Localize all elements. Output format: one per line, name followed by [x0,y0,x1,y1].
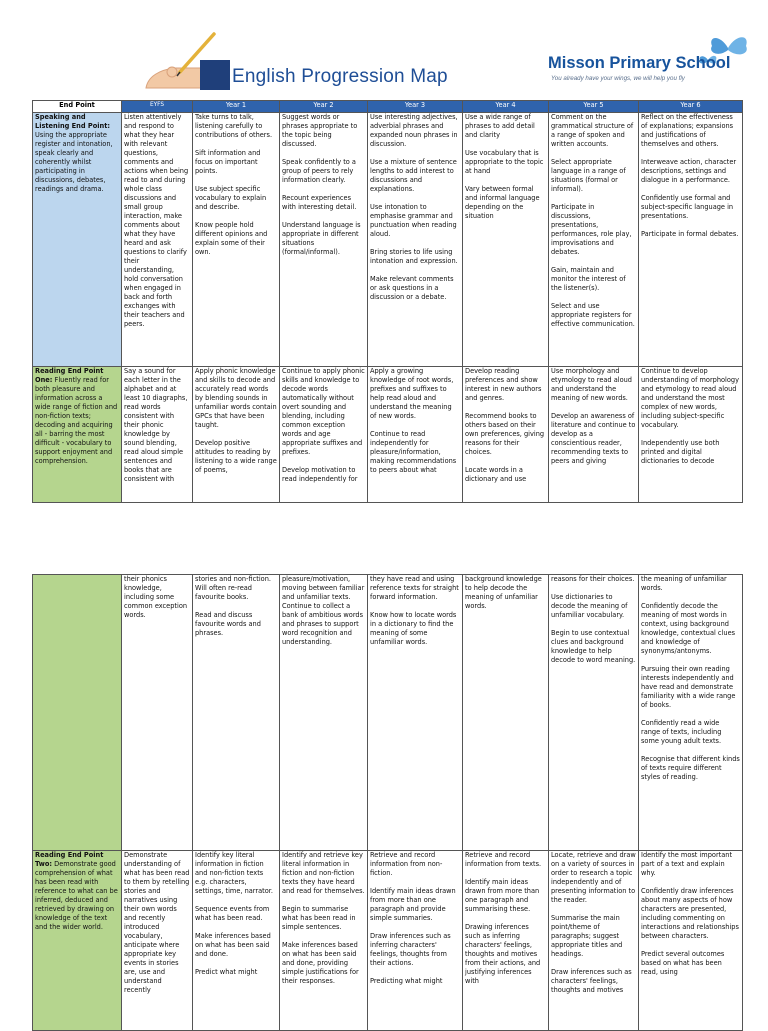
cell-text: Use intonation to emphasise grammar and punctuation when reading aloud. [370,203,457,238]
end-point-description: Using the appropriate register and intonation, speak clearly and coherently whilst participating in discussions, debates, readings and drama. [35,131,113,193]
hand-writing-icon [140,30,232,90]
cell-text: Identify key literal information in fiction and non-fiction texts e.g. characters, settings, time, narrator. [195,851,273,895]
cell-text: Predict what might [195,968,258,976]
cell-text: Speak confidently to a group of peers to rely information clearly. [282,158,356,184]
cell-year-2 [280,113,368,367]
cell-text: Summarise the main point/theme of paragraphs; suggest appropriate titles and headings. [551,914,623,958]
cell-text: Predicting what might [370,977,443,985]
cell-text: Participate in discussions, presentations, performances, role play, improvisations and debates. [551,203,632,256]
column-header-year-2: Year 2 [280,101,368,113]
cell-text: Identify main ideas drawn from more than one paragraph and summarising these. [465,878,540,913]
column-header-year-3: Year 3 [368,101,463,113]
cell-text: Know how to locate words in a dictionary to find the meaning of some unfamiliar words. [370,611,457,646]
cell-text: Suggest words or phrases appropriate to the topic being discussed. [282,113,358,148]
cell-text: Recommend books to others based on their own preferences, giving reasons for their choices. [465,412,545,456]
cell-text: Identify the most important part of a text and explain why. [641,851,733,877]
cell-text: Interweave action, character descriptions, settings and dialogue in a performance. [641,158,737,184]
cell-text: Select and use appropriate registers for effective communication. [551,302,635,328]
cell-text: Use dictionaries to decode the meaning of unfamiliar vocabulary. [551,593,628,619]
cell-year-3 [368,367,463,503]
cell-text: Develop reading preferences and show interest in new authors and genres. [465,367,542,402]
cell-text: Bring stories to life using intonation and expression. [370,248,458,265]
cell-text: Continue to read independently for pleasure/information, making recommendations to peers about what [370,430,457,474]
cell-text: Make inferences based on what has been said and done, providing simple justifications for their responses. [282,941,359,985]
column-header-year-5: Year 5 [549,101,639,113]
school-logo [548,30,758,90]
cell-year-1 [193,367,280,503]
cell-text: Confidently draw inferences about many aspects of how characters are presented, including commenting on interactions and relationships between characters. [641,887,739,940]
cell-text: Use a wide range of phrases to add detail and clarity [465,113,535,139]
end-point-title: Speaking and Listening End Point: [35,113,110,130]
cell-text: Sift information and focus on important points. [195,149,261,175]
cell-text: Read and discuss favourite words and phrases. [195,611,261,637]
end-point-title: Reading End Point Two: [35,851,104,868]
cell-year-4 [463,575,549,851]
cell-text: Continue to develop understanding of morphology and etymology to read aloud and understand the most complex of new words, including subject-specific vocabulary. [641,367,740,429]
end-point-title: Reading End Point One: [35,367,104,384]
cell-year-3 [368,851,463,1031]
cell-text: their phonics knowledge, including some common exception words. [124,575,188,619]
cell-text: Begin to summarise what has been read in simple sentences. [282,905,356,931]
column-header-year-1: Year 1 [193,101,280,113]
cell-text: Vary between formal and informal language depending on the situation [465,185,540,220]
cell-year-1 [193,575,280,851]
cell-text: background knowledge to help decode the meaning of unfamiliar words. [465,575,542,610]
cell-text: pleasure/motivation, moving between familiar and unfamiliar texts. Continue to collect a bank of ambitious words and phrases to support word recognition and understanding. [282,575,365,646]
cell-text: Begin to use contextual clues and background knowledge to help decode to word meaning. [551,629,636,664]
end-point-reading-one-continued [33,575,122,851]
page-title: English Progression Map [232,66,448,87]
cell-text: Participate in formal debates. [641,230,739,238]
cell-text: Draw inferences such as inferring characters' feelings, thoughts from their actions. [370,932,451,967]
cell-year-6 [639,575,743,851]
cell-year-5 [549,113,639,367]
cell-text: Use vocabulary that is appropriate to the topic at hand [465,149,544,175]
cell-year-4 [463,851,549,1031]
end-point-speaking-listening [33,113,122,367]
cell-year-6 [639,851,743,1031]
progression-table-continued [32,574,743,1031]
cell-text: Locate words in a dictionary and use [465,466,527,483]
cell-text: Reflect on the effectiveness of explanations; expansions and justifications of themselves and others. [641,113,734,148]
cell-text: Demonstrate understanding of what has been read to them by retelling stories and narratives using their own words and recently introduced vocabulary, anticipate where appropriate key events in stories are, use and understand recently [124,851,190,994]
cell-year-3 [368,113,463,367]
cell-eyfs [122,367,193,503]
cell-text: reasons for their choices. [551,575,635,583]
end-point-reading-two [33,851,122,1031]
cell-text: Identify and retrieve key literal information in fiction and non-fiction texts they have heard and read for themselves. [282,851,365,895]
cell-text: Confidently decode the meaning of most words in context, using background knowledge, contextual clues and knowledge of synonyms/antonyms. [641,602,736,655]
cell-text: Develop an awareness of literature and continue to develop as a conscientious reader, recommending texts to peers and giving [551,412,636,465]
cell-text: stories and non-fiction. Will often re-read favourite books. [195,575,271,601]
cell-text: Drawing inferences such as inferring characters' feelings, thoughts and motives from their actions, and justifying inferences with [465,923,541,985]
cell-year-2 [280,367,368,503]
cell-text: the meaning of unfamiliar words. [641,575,727,592]
end-point-description: Demonstrate good comprehension of what has been read with reference to what can be inferred, deduced and retrieved by drawing on knowledge of the text and the wider world. [35,860,118,931]
cell-text: Retrieve and record information from texts. [465,851,542,868]
cell-year-4 [463,113,549,367]
cell-text: Identify main ideas drawn from more than one paragraph and provide simple summaries. [370,887,456,922]
cell-year-6 [639,367,743,503]
cell-text: Develop motivation to read independently for [282,466,358,483]
cell-text: Take turns to talk, listening carefully to contributions of others. [195,113,273,139]
cell-text: Recount experiences with interesting detail. [282,194,357,211]
cell-year-2 [280,851,368,1031]
cell-year-5 [549,367,639,503]
cell-text: Make inferences based on what has been said and done. [195,932,271,958]
cell-text: Know people hold different opinions and explain some of their own. [195,221,268,256]
cell-text: Draw inferences such as characters' feelings, thoughts and motives [551,968,632,994]
cell-text: Listen attentively and respond to what they hear with relevant questions, comments and actions when being read to and during whole class discussions and small group interaction, make comments about what they have heard and ask questions to clarify their understanding, hold conversation when engaged in back and forth exchanges with their teachers and peers. [124,113,189,328]
cell-year-6 [639,113,743,367]
cell-text: Apply a growing knowledge of root words, prefixes and suffixes to help read aloud and understand the meaning of new words. [370,367,454,420]
cell-text: Make relevant comments or ask questions in a discussion or a debate. [370,275,454,301]
cell-text: Pursuing their own reading interests independently and have read and demonstrate familiarity with a wide range of books. [641,665,736,709]
cell-text: Use interesting adjectives, adverbial phrases and expanded noun phrases in discussion. [370,113,458,148]
cell-text: Recognise that different kinds of texts require different styles of reading. [641,755,740,781]
column-header-year-4: Year 4 [463,101,549,113]
page-header [0,0,768,100]
cell-text: Apply phonic knowledge and skills to decode and accurately read words by blending sounds in unfamiliar words contain GPCs that have been taught. [195,367,277,429]
cell-text: Comment on the grammatical structure of a range of spoken and written accounts. [551,113,634,148]
cell-text: Use morphology and etymology to read aloud and understand the meaning of new words. [551,367,632,402]
cell-text: Continue to apply phonic skills and knowledge to decode words automatically without overt sounding and blending, including common exception words and age appropriate suffixes and prefixes. [282,367,365,456]
cell-year-5 [549,851,639,1031]
cell-text: Understand language is appropriate in different situations (formal/informal). [282,221,361,256]
cell-text: Use a mixture of sentence lengths to add interest to discussions and explanations. [370,158,457,193]
cell-text: Confidently read a wide range of texts, including some young adult texts. [641,719,722,745]
cell-year-3 [368,575,463,851]
column-header-eyfs: EYFS [122,101,193,113]
school-name: Misson Primary School [548,54,731,72]
cell-text: they have read and using reference texts for straight forward information. [370,575,459,601]
cell-text: Gain, maintain and monitor the interest of the listener(s). [551,266,626,292]
cell-text: Develop positive attitudes to reading by listening to a wide range of poems, [195,439,277,474]
cell-eyfs [122,113,193,367]
school-tagline: You already have your wings, we will help you fly [551,75,685,82]
cell-eyfs [122,851,193,1031]
cell-text: Retrieve and record information from non-fiction. [370,851,443,877]
cell-text: Predict several outcomes based on what has been read, using [641,950,725,976]
cell-text: Independently use both printed and digital dictionaries to decode [641,439,720,465]
column-header-end-point: End Point [33,101,122,113]
cell-text: Confidently use formal and subject-specific language in presentations. [641,194,734,220]
cell-year-4 [463,367,549,503]
cell-text: Select appropriate language in a range of situations (formal or informal). [551,158,626,193]
cell-year-2 [280,575,368,851]
cell-text: Say a sound for each letter in the alphabet and at least 10 diagraphs, read words consistent with their phonic knowledge by sound blending, read aloud simple sentences and books that are consistent with [124,367,188,483]
cell-text: Locate, retrieve and draw on a variety of sources in order to research a topic independently and of presenting information to the reader. [551,851,636,904]
column-header-year-6: Year 6 [639,101,743,113]
end-point-description: Fluently read for both pleasure and information across a wide range of fiction and non-fiction texts; decoding and acquiring all - barring the most difficult - vocabulary to support enjoyment and comprehension. [35,376,118,465]
cell-year-1 [193,851,280,1031]
cell-year-1 [193,113,280,367]
cell-year-5 [549,575,639,851]
progression-table [32,100,743,503]
cell-text: Use subject specific vocabulary to explain and describe. [195,185,267,211]
end-point-reading-one [33,367,122,503]
cell-text: Sequence events from what has been read. [195,905,270,922]
cell-eyfs [122,575,193,851]
